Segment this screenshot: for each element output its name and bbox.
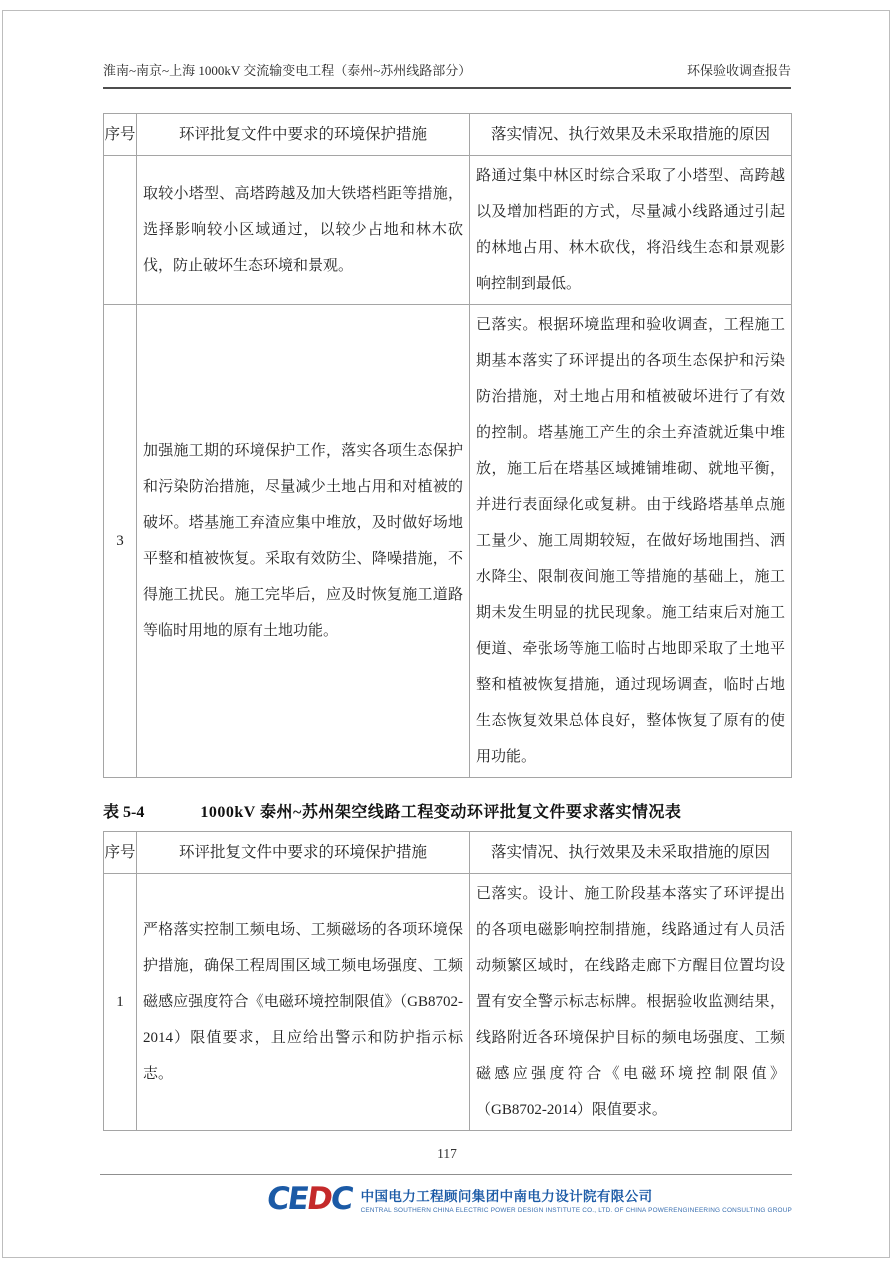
col-header-status: 落实情况、执行效果及未采取措施的原因 bbox=[470, 832, 792, 874]
col-header-measures: 环评批复文件中要求的环境保护措施 bbox=[137, 832, 470, 874]
company-logo bbox=[264, 1181, 792, 1217]
measure-cell: 取较小塔型、高塔跨越及加大铁塔档距等措施，选择影响较小区域通过，以较少占地和林木砍伐，防止破坏生态环境和景观。 bbox=[137, 156, 470, 305]
logo-letter: E bbox=[285, 1181, 310, 1217]
logo-letter: C bbox=[328, 1181, 355, 1217]
cedc-logo-icon bbox=[264, 1181, 355, 1217]
table-caption-title: 1000kV 泰州~苏州架空线路工程变动环评批复文件要求落实情况表 bbox=[200, 804, 682, 821]
table-row bbox=[104, 305, 792, 778]
epa-approval-table-continued bbox=[103, 113, 792, 778]
col-header-measures: 环评批复文件中要求的环境保护措施 bbox=[137, 114, 470, 156]
running-header bbox=[103, 60, 791, 89]
row-index: 3 bbox=[104, 305, 137, 778]
page-number: 117 bbox=[437, 1146, 457, 1161]
status-cell: 已落实。根据环境监理和验收调查，工程施工期基本落实了环评提出的各项生态保护和污染防治措施，对土地占用和植被破坏进行了有效的控制。塔基施工产生的余土弃渣就近集中堆放，施工后在塔基区域摊铺堆砌、就地平衡，并进行表面绿化或复耕。由于线路塔基单点施工量少、施工周期较短，在做好场地围挡、洒水降尘、限制夜间施工等措施的基础上，施工期未发生明显的扰民现象。施工结束后对施工便道、牵张场等施工临时占地即采取了土地平整和植被恢复措施，通过现场调查，临时占地生态恢复效果总体良好，整体恢复了原有的使用功能。 bbox=[470, 305, 792, 778]
status-cell: 已落实。设计、施工阶段基本落实了环评提出的各项电磁影响控制措施，线路通过有人员活动频繁区域时，在线路走廊下方醒目位置均设置有安全警示标志标牌。根据验收监测结果，线路附近各环境保护目标的频电场强度、工频磁感应强度符合《电磁环境控制限值》（GB8702-2014）限值要求。 bbox=[470, 874, 792, 1131]
company-name-block bbox=[361, 1185, 792, 1214]
table-caption-label: 表 5-4 bbox=[103, 804, 145, 821]
table-caption bbox=[103, 799, 791, 822]
row-index bbox=[104, 156, 137, 305]
table-row bbox=[104, 156, 792, 305]
col-header-index: 序号 bbox=[104, 832, 137, 874]
footer-divider bbox=[100, 1174, 792, 1175]
table-header-row bbox=[104, 114, 792, 156]
company-name-en: CENTRAL SOUTHERN CHINA ELECTRIC POWER DESIGN INSTITUTE CO., LTD. OF CHINA POWERENGINEERING CONSULTING GROUP bbox=[360, 1207, 792, 1214]
row-index: 1 bbox=[104, 874, 137, 1131]
logo-letter: C bbox=[264, 1181, 291, 1217]
col-header-index: 序号 bbox=[104, 114, 137, 156]
table-header-row bbox=[104, 832, 792, 874]
header-project-title: 淮南~南京~上海 1000kV 交流输变电工程（泰州~苏州线路部分） bbox=[103, 63, 472, 78]
table-row bbox=[104, 874, 792, 1131]
measure-cell: 加强施工期的环境保护工作，落实各项生态保护和污染防治措施，尽量减少土地占用和对植被的破坏。塔基施工弃渣应集中堆放，及时做好场地平整和植被恢复。采取有效防尘、降噪措施，不得施工扰民。施工完毕后，应及时恢复施工道路等临时用地的原有土地功能。 bbox=[137, 305, 470, 778]
status-cell: 路通过集中林区时综合采取了小塔型、高跨越以及增加档距的方式，尽量减小线路通过引起的林地占用、林木砍伐，将沿线生态和景观影响控制到最低。 bbox=[470, 156, 792, 305]
col-header-status: 落实情况、执行效果及未采取措施的原因 bbox=[470, 114, 792, 156]
logo-letter: D bbox=[304, 1181, 334, 1217]
header-report-title: 环保验收调查报告 bbox=[686, 63, 791, 78]
company-name-cn: 中国电力工程顾问集团中南电力设计院有限公司 bbox=[360, 1189, 653, 1204]
epa-change-approval-table bbox=[103, 831, 792, 1131]
measure-cell: 严格落实控制工频电场、工频磁场的各项环境保护措施，确保工程周围区域工频电场强度、工频磁感应强度符合《电磁环境控制限值》（GB8702-2014）限值要求，且应给出警示和防护指示标志。 bbox=[137, 874, 470, 1131]
